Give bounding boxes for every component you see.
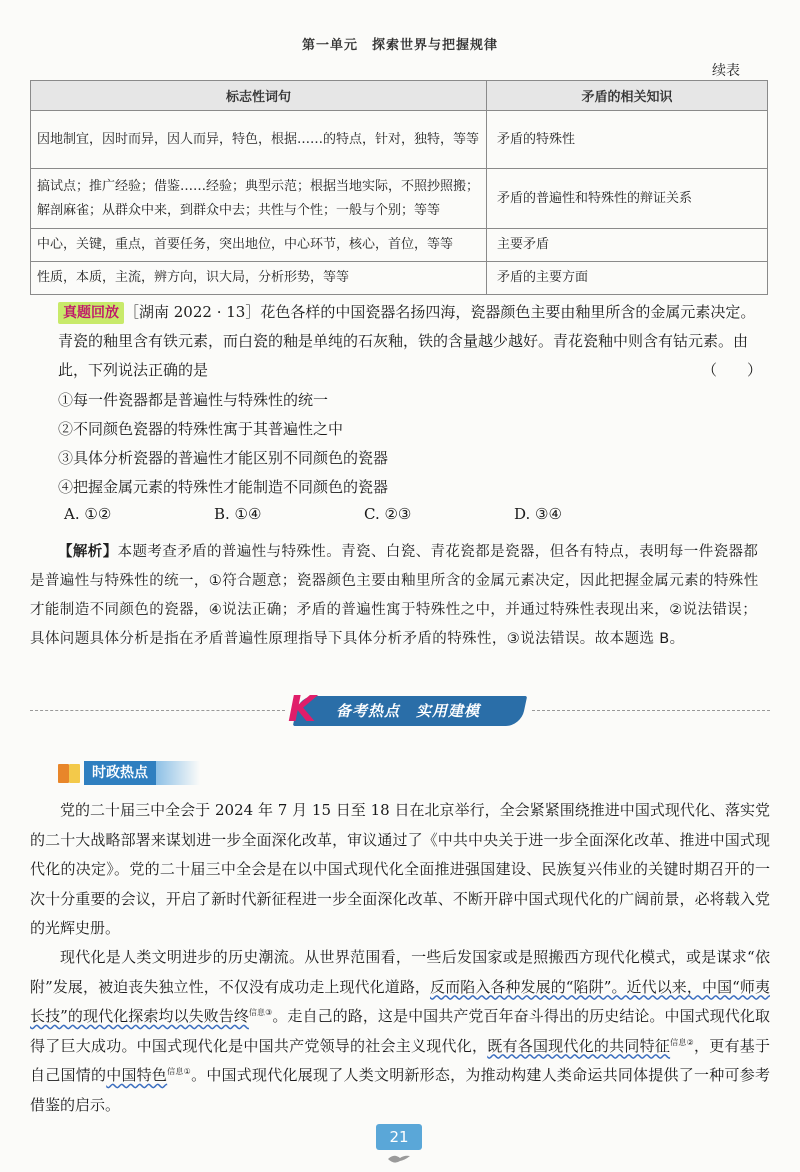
paragraph-text: ，更有基于自己国情的 (30, 1036, 770, 1084)
table-cell-phrase: 性质，本质，主流，辨方向，识大局，分析形势，等等 (31, 262, 487, 295)
bird-ornament-icon (386, 1151, 412, 1167)
paragraph-text: 。中国式现代化展现了人类文明新形态，为推动构建人类命运共同体提供了一种可参考借鉴的启示。 (30, 1066, 770, 1114)
exam-review-badge: 真题回放 (58, 302, 124, 324)
banner-divider-left (30, 710, 285, 711)
table-header-row (31, 81, 768, 111)
table-row (31, 229, 768, 262)
table-cell-knowledge: 矛盾的普遍性和特殊性的辩证关系 (487, 169, 768, 229)
option-d: D. ③④ (514, 505, 562, 523)
section-banner (288, 689, 528, 730)
book-icon (58, 762, 82, 784)
table-header-phrase: 标志性词句 (31, 81, 487, 111)
running-head: 第一单元 探索世界与把握规律 (301, 38, 498, 53)
section-title-fade (156, 761, 200, 785)
table-row (31, 169, 768, 229)
answer-options (64, 505, 764, 523)
question-stem-block (58, 298, 768, 385)
section-heading (58, 760, 200, 786)
section-title: 时政热点 (84, 761, 156, 785)
table-cell-knowledge: 矛盾的主要方面 (487, 262, 768, 295)
banner-k-icon: K (288, 689, 316, 730)
option-c: C. ②③ (364, 505, 412, 523)
highlighted-phrase: 反而陷入各种发展的“陷阱”。近代以来，中国“师夷长技”的现代化探索均以失败告终 (30, 977, 770, 1025)
contradiction-table (30, 80, 768, 295)
table-cell-phrase: 中心，关键，重点，首要任务，突出地位，中心环节，核心，首位，等等 (31, 229, 487, 262)
continued-label: 续表 (712, 63, 740, 79)
statement-item: ①每一件瓷器都是普遍性与特殊性的统一 (58, 391, 329, 409)
answer-blank: （ ） (701, 361, 762, 379)
statement-item: ③具体分析瓷器的普遍性才能区别不同颜色的瓷器 (58, 449, 389, 467)
option-a: A. ①② (64, 505, 112, 523)
option-b: B. ①④ (214, 505, 262, 523)
news-paragraph-2 (30, 943, 770, 1120)
info-marker: 信息① (167, 1067, 192, 1076)
paragraph-text: 现代化是人类文明进步的历史潮流。从世界范围看，一些后发国家或是照搬西方现代化模式，或是谋求“依附”发展，被迫丧失独立性，不仅没有成功走上现代化道路， (30, 948, 770, 996)
banner-divider-right (532, 710, 770, 711)
statement-list (58, 386, 768, 502)
statement-item: ②不同颜色瓷器的特殊性寓于其普遍性之中 (58, 420, 344, 438)
table-row (31, 262, 768, 295)
news-paragraph-1: 党的二十届三中全会于 2024 年 7 月 15 日至 18 日在北京举行，全会紧紧围绕推进中国式现代化、落实党的二十大战略部署来谋划进一步全面深化改革，审议通过了《中共中央关于进一步全面深化改革、推进中国式现代化的决定》。党的二十届三中全会是在以中国式现代化全面推进强国建设、民族复兴伟业的关键时期召开的一次十分重要的会议，开启了新时代新征程进一步全面深化改革、不断开辟中国式现代化的广阔前景，必将载入党的光辉史册。 (30, 801, 770, 937)
analysis-text: 本题考查矛盾的普遍性与特殊性。青瓷、白瓷、青花瓷都是瓷器，但各有特点，表明每一件瓷器都是普遍性与特殊性的统一，①符合题意；瓷器颜色主要由釉里所含的金属元素决定，因此把握金属元素的特殊性才能制造不同颜色的瓷器，④说法正确；矛盾的普遍性寓于特殊性之中，并通过特殊性表现出来，②说法错误；具体问题具体分析是指在矛盾普遍性原理指导下具体分析矛盾的特殊性，③说法错误。故本题选 B。 (30, 544, 759, 647)
question-source: ［湖南 2022 · 13］ (124, 303, 261, 321)
table-row (31, 111, 768, 169)
question-stem: 花色各样的中国瓷器名扬四海，瓷器颜色主要由釉里所含的金属元素决定。青瓷的釉里含有铁元素，而白瓷的釉是单纯的石灰釉，铁的含量越少越好。青花瓷釉中则含有钴元素。由此，下列说法正确的是 (58, 303, 756, 379)
page-number: 21 (376, 1124, 422, 1150)
analysis-block (30, 538, 768, 654)
info-marker: 信息② (670, 1037, 695, 1047)
table-cell-phrase: 因地制宜，因时而异，因人而异，特色，根据……的特点，针对，独特，等等 (31, 111, 487, 169)
paragraph-text: 。走自己的路，这是中国共产党百年奋斗得出的历史结论。中国式现代化取得了巨大成功。中国式现代化是中国共产党领导的社会主义现代化， (30, 1007, 770, 1055)
banner-title: 备考热点 实用建模 (336, 702, 481, 720)
statement-item: ④把握金属元素的特殊性才能制造不同颜色的瓷器 (58, 478, 389, 496)
table-cell-phrase: 搞试点；推广经验；借鉴……经验；典型示范；根据当地实际，不照抄照搬；解剖麻雀；从群众中来，到群众中去；共性与个性；一般与个别；等等 (31, 169, 487, 229)
highlighted-phrase: 既有各国现代化的共同特征 (487, 1036, 671, 1055)
table-cell-knowledge: 矛盾的特殊性 (487, 111, 768, 169)
analysis-label: 【解析】 (58, 544, 118, 560)
info-marker: 信息③ (248, 1008, 273, 1017)
table-cell-knowledge: 主要矛盾 (487, 229, 768, 262)
highlighted-phrase: 中国特色 (106, 1066, 168, 1084)
table-header-knowledge: 矛盾的相关知识 (487, 81, 768, 111)
